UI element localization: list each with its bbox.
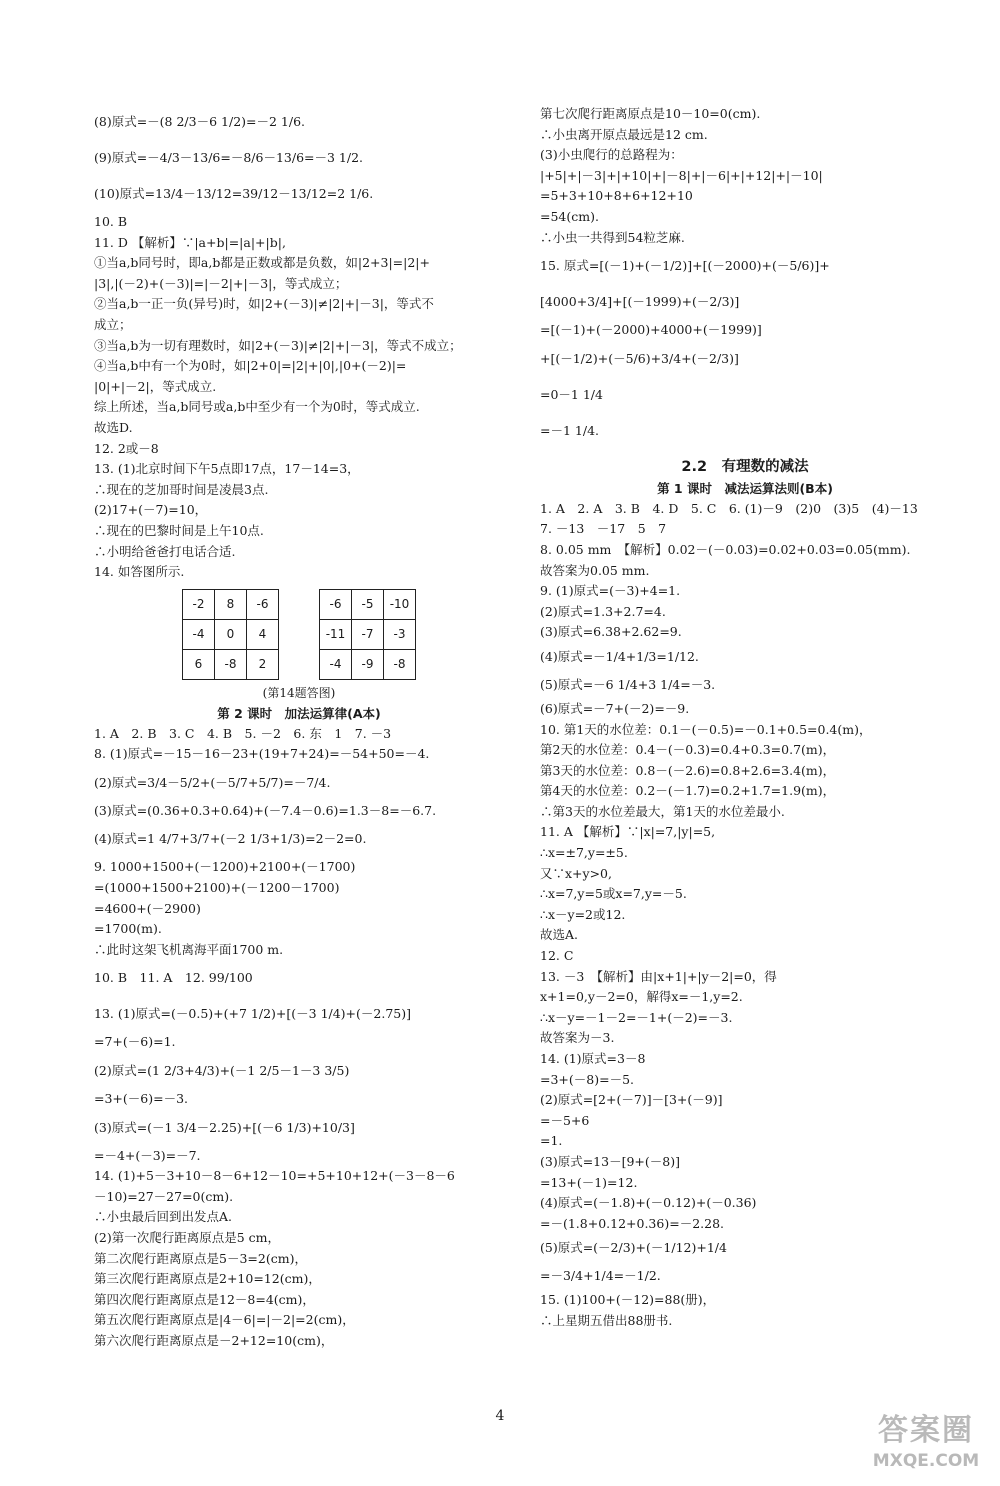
answer-line: 第二次爬行距离原点是5－3=2(cm)， [94,1250,307,1266]
answer-line: =－4+(－3)=－7. [94,1147,201,1163]
answer-line: ∴第3天的水位差最大，第1天的水位差最小. [540,803,785,819]
grid-cell: -4 [183,619,215,649]
answer-line: (6)原式=－7+(－2)=－9. [540,700,690,716]
answer-line: 第五次爬行距离原点是|4－6|=|－2|=2(cm)， [94,1312,355,1328]
answer-line: 故答案为0.05 mm. [540,562,650,578]
answer-line: ③当a,b为一切有理数时，如|2+(－3)|≠|2|+|－3|，等式不成立； [94,337,462,353]
answer-line: 第七次爬行距离原点是10－10=0(cm). [540,106,761,121]
page-number: 4 [495,1408,505,1424]
grid-cell: -4 [320,649,352,679]
answer-line: (2)原式=3/4－5/2+(－5/7+5/7)=－7/4. [94,774,331,790]
grid-cell: 0 [215,619,247,649]
right-column [540,104,950,1332]
answer-line: (3)原式=6.38+2.62=9. [540,624,682,640]
answer-line: ∴现在的芝加哥时间是凌晨3点. [94,481,269,497]
answer-line: |0|+|－2|，等式成立. [94,378,217,394]
answer-line: 第3天的水位差：0.8－(－2.6)=0.8+2.6=3.4(m)， [540,762,836,778]
magic-square-right [319,589,416,680]
grid-cell: -5 [352,589,384,619]
grid-cell: 6 [183,649,215,679]
grid-cell: -10 [384,589,416,619]
grid-cell: -2 [183,589,215,619]
answer-line: =(1000+1500+2100)+(－1200－1700) [94,880,340,896]
answer-line: 9. (1)原式=(－3)+4=1. [540,583,681,599]
grid-cell: -8 [215,649,247,679]
answer-line: 13. (1)原式=(－0.5)+(+7 1/2)+[(－3 1/4)+(－2.75)] [94,1006,411,1022]
answer-line: =[(－1)+(－2000)+4000+(－1999)] [540,322,762,338]
answer-line: 14. (1)+5－3+10－8－6+12－10=+5+10+12+(－3－8－6 [94,1168,455,1184]
lesson-title: 第 1 课时 减法运算法则(B本) [657,480,833,496]
answer-line: 故选D. [94,419,133,435]
watermark-url: MXQE.COM [872,1451,980,1471]
answer-line: (4)原式=1 4/7+3/7+(－2 1/3+1/3)=2－2=0. [94,831,367,847]
answer-line: ∴x=±7,y=±5. [540,845,628,861]
answer-line: 15. (1)100+(－12)=88(册)， [540,1292,716,1308]
answer-line: =－3/4+1/4=－1/2. [540,1268,661,1284]
watermark-logo-text: 答案圈 [878,1413,974,1448]
answer-line: |3|,|(－2)+(－3)|=|－2|+|－3|，等式成立； [94,275,348,291]
answer-line: (4)原式=－1/4+1/3=1/12. [540,648,699,664]
answer-line: 1. A 2. B 3. C 4. B 5. －2 6. 东 1 7. －3 [94,725,392,741]
answer-line: ①当a,b同号时，即a,b都是正数或都是负数，如|2+3|=|2|+ [94,255,430,271]
answer-line: =－1 1/4. [540,422,599,438]
grid-cell: -9 [352,649,384,679]
answer-line: 9. 1000+1500+(－1200)+2100+(－1700) [94,859,356,875]
answer-line: (3)原式=(0.36+0.3+0.64)+(－7.4－0.6)=1.3－8=－6.7. [94,802,437,818]
answer-line: =7+(－6)=1. [94,1034,176,1050]
answer-line: 第四次爬行距离原点是12－8=4(cm)， [94,1291,315,1307]
answer-line: x+1=0,y－2=0，解得x=－1,y=2. [540,989,743,1005]
answer-line: ②当a,b一正一负(异号)时，如|2+(－3)|≠|2|+|－3|，等式不 [94,296,434,312]
answer-line: =3+(－6)=－3. [94,1091,189,1107]
answer-line: =4600+(－2900) [94,900,201,916]
answer-line: (5)原式=－6 1/4+3 1/4=－3. [540,676,716,692]
answer-line: (3)小虫爬行的总路程为： [540,147,683,163]
answer-line: =1. [540,1133,563,1149]
answer-line: 8. (1)原式=－15－16－23+(19+7+24)=－54+50=－4. [94,746,430,762]
answer-line: (10)原式=13/4－13/12=39/12－13/12=2 1/6. [94,186,374,201]
answer-line: 第2天的水位差：0.4－(－0.3)=0.4+0.3=0.7(m)， [540,742,836,758]
answer-line: =1700(m). [94,921,162,937]
answer-line: 11. A 【解析】∵|x|=7,|y|=5, [540,824,716,840]
answer-line: 1. A 2. A 3. B 4. D 5. C 6. (1)－9 (2)0 (3)5 (4)－13 [540,500,918,516]
answer-line: 10. B 11. A 12. 99/100 [94,970,253,986]
answer-line: ∴小虫最后回到出发点A. [94,1209,233,1225]
answer-line: [4000+3/4]+[(－1999)+(－2/3)] [540,294,740,310]
answer-line: (2)第一次爬行距离原点是5 cm， [94,1230,280,1245]
answer-line: ∴现在的巴黎时间是上午10点. [94,522,264,538]
grid-cell: 2 [247,649,279,679]
lesson-title: 第 2 课时 加法运算律(A本) [217,705,381,721]
left-column [94,104,504,1352]
answer-line: =54(cm). [540,208,599,224]
watermark-logo [856,1412,996,1480]
answer-line: 10. 第1天的水位差：0.1－(－0.5)=－0.1+0.5=0.4(m)， [540,721,872,737]
answer-line: =5+3+10+8+6+12+10 [540,188,693,204]
answer-line: 14. (1)原式=3－8 [540,1051,646,1066]
answer-line: (9)原式=－4/3－13/6=－8/6－13/6=－3 1/2. [94,150,364,165]
grid-cell: -3 [384,619,416,649]
answer-line: 11. D 【解析】∵|a+b|=|a|+|b|, [94,234,286,250]
answer-line: 12. C [540,948,574,964]
answer-line: 第六次爬行距离原点是－2+12=10(cm)， [94,1332,334,1348]
answer-line: 15. 原式=[(－1)+(－1/2)]+[(－2000)+(－5/6)]+ [540,258,830,274]
grid-cell: -6 [247,589,279,619]
answer-line: +[(－1/2)+(－5/6)+3/4+(－2/3)] [540,350,739,366]
answer-line: (3)原式=13－[9+(－8)] [540,1153,680,1169]
grid-cell: -8 [384,649,416,679]
answer-line: ∴x－y=2或12. [540,906,626,922]
answer-line: 又∵x+y>0, [540,865,612,881]
answer-line: －10)=27－27=0(cm). [94,1188,234,1204]
section-title: 2.2 有理数的减法 [681,458,809,475]
answer-line: =0－1 1/4 [540,386,603,402]
answer-line: (2)17+(－7)=10， [94,502,208,518]
answer-line: =－(1.8+0.12+0.36)=－2.28. [540,1215,724,1231]
answer-line: =－5+6 [540,1112,590,1128]
answer-line: =13+(－1)=12. [540,1174,638,1190]
answer-line: 13. (1)北京时间下午5点即17点，17－14=3， [94,461,360,477]
answer-line: ∴此时这架飞机离海平面1700 m. [94,941,284,957]
answer-line: ∴小虫一共得到54粒芝麻. [540,229,685,245]
answer-line: ∴小明给爸爸打电话合适. [94,543,236,559]
answer-line: 14. 如答图所示. [94,564,185,580]
grid-cell: 8 [215,589,247,619]
answer-line: ∴小虫离开原点最远是12 cm. [540,126,708,142]
answer-line: 综上所述，当a,b同号或a,b中至少有一个为0时，等式成立. [94,399,420,415]
answer-line: (2)原式=[2+(－7)]－[3+(－9)] [540,1092,723,1108]
grid-cell: 4 [247,619,279,649]
answer-line: 8. 0.05 mm 【解析】0.02－(－0.03)=0.02+0.03=0.05(mm). [540,541,911,557]
answer-line: (8)原式=－(8 2/3－6 1/2)=－2 1/6. [94,114,306,129]
answer-line: (3)原式=(－1 3/4－2.25)+[(－6 1/3)+10/3] [94,1119,355,1135]
grid-cell: -7 [352,619,384,649]
figure-caption: (第14题答图) [262,685,336,700]
answer-line: (4)原式=(－1.8)+(－0.12)+(－0.36) [540,1195,757,1211]
answer-line: |+5|+|－3|+|+10|+|－8|+|－6|+|+12|+|－10| [540,167,823,183]
answer-line: ∴x－y=－1－2=－1+(－2)=－3. [540,1009,733,1025]
answer-line: 第三次爬行距离原点是2+10=12(cm)， [94,1271,321,1287]
magic-square-left [182,589,279,680]
answer-line: 第4天的水位差：0.2－(－1.7)=0.2+1.7=1.9(m)， [540,783,836,799]
answer-line: (5)原式=(－2/3)+(－1/12)+1/4 [540,1240,727,1256]
answer-line: (2)原式=(1 2/3+4/3)+(－1 2/5－1－3 3/5) [94,1063,350,1079]
magic-square-figure [94,589,504,680]
grid-cell: -6 [320,589,352,619]
answer-line: =3+(－8)=－5. [540,1071,635,1087]
answer-line: (2)原式=1.3+2.7=4. [540,603,666,619]
answer-line: ∴上星期五借出88册书. [540,1312,673,1328]
answer-line: ∴x=7,y=5或x=7,y=－5. [540,886,687,902]
answer-line: 10. B [94,214,128,229]
answer-line: 成立； [94,316,132,332]
answer-line: ④当a,b中有一个为0时，如|2+0|=|2|+|0|,|0+(－2)|= [94,358,407,374]
answer-line: 故答案为－3. [540,1030,615,1046]
answer-line: 13. －3 【解析】由|x+1|+|y－2|=0，得 [540,968,777,984]
answer-line: 7. －13 －17 5 7 [540,521,667,537]
grid-cell: -11 [320,619,352,649]
answer-line: 12. 2或－8 [94,440,159,456]
answer-line: 故选A. [540,927,579,943]
